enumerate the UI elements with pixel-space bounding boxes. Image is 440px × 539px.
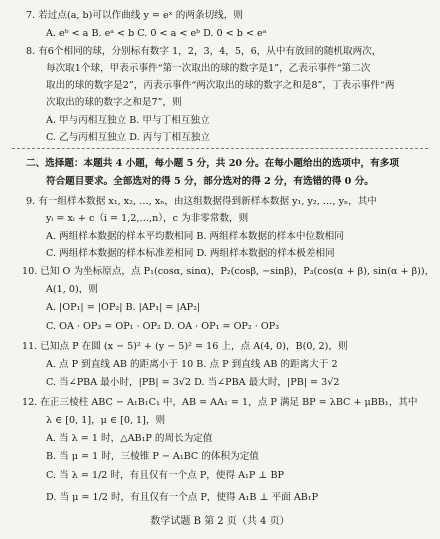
text-line-q8a: 8. 有6个相同的球，分别标有数字 1，2，3，4，5，6，从中有放回的随机取两次， [26,46,382,57]
text-line-q8c: 取出的球的数字是2”，丙表示事件“两次取出的球的数字之和是8”，丁表示事件“两 [46,80,395,91]
text-line-s2b: 符合题目要求。全部选对的得 5 分，部分选对的得 2 分，有选错的得 0 分。 [46,176,374,187]
text-line-q11a: 11. 已知点 P 在圆 (x − 5)² + (y − 5)² = 16 上，点 A(4, 0)，B(0, 2)，则 [22,341,348,352]
text-line-s2a: 二、选择题：本题共 4 小题，每小题 5 分，共 20 分。在每小题给出的选项中，有多项 [26,158,399,169]
text-line-q8o2: C. 乙与丙相互独立 D. 丙与丁相互独立 [46,132,210,143]
text-line-q12o4: D. 当 μ = 1/2 时，有且仅有一个点 P，使得 A₁B ⊥ 平面 AB₁P [46,492,319,503]
text-line-q10a: 10. 已知 O 为坐标原点，点 P₁(cosα, sinα)，P₂(cosβ, −sinβ)，P₃(cos(α + β), sin(α + β))， [22,266,435,277]
text-line-q8o1: A. 甲与丙相互独立 B. 甲与丁相互独立 [46,115,210,126]
section-divider [12,148,428,149]
text-line-q12o2: B. 当 μ = 1 时，三棱锥 P − A₁BC 的体积为定值 [46,451,259,462]
text-line-q10o2: C. OA · OP₃ = OP₁ · OP₂ D. OA · OP₁ = OP₂ · OP₃ [46,321,280,332]
text-line-q9a: 9. 有一组样本数据 x₁, x₂, …, xₙ，由这组数据得到新样本数据 y₁, y₂, …, yₙ，其中 [26,196,377,207]
text-line-q10o1: A. |OP₁| = |OP₂| B. |AP₁| = |AP₂| [46,302,201,313]
text-line-q12b: λ ∈ [0, 1]，μ ∈ [0, 1]，则 [46,415,166,426]
text-line-q7: 7. 若过点(a, b)可以作曲线 y = eˣ 的两条切线，则 [26,10,243,21]
text-line-q7o: A. eᵇ < a B. eᵃ < b C. 0 < a < eᵇ D. 0 < b < eᵃ [46,28,267,39]
text-line-q11o2: C. 当∠PBA 最小时，|PB| = 3√2 D. 当∠PBA 最大时，|PB| = 3√2 [46,377,340,388]
text-line-q8b: 每次取1个球，甲表示事件“第一次取出的球的数字是1”，乙表示事件“第二次 [46,63,371,74]
text-line-q11o1: A. 点 P 到直线 AB 的距离小于 10 B. 点 P 到直线 AB 的距离大于 2 [46,359,338,370]
text-line-q10b: A(1, 0)，则 [46,284,98,295]
text-line-q9o2: C. 两组样本数据的样本标准差相同 D. 两组样本数据的样本极差相同 [46,248,335,259]
text-line-q9o1: A. 两组样本数据的样本平均数相同 B. 两组样本数据的样本中位数相同 [46,231,344,242]
text-line-q9b: yᵢ = xᵢ + c（i = 1,2,…,n），c 为非零常数，则 [46,213,249,224]
text-line-q12a: 12. 在正三棱柱 ABC − A₁B₁C₁ 中，AB = AA₁ = 1，点 P 满足 BP = λBC + μBB₁，其中 [22,397,418,408]
page-footer: 数学试题 B 第 2 页（共 4 页） [150,516,290,527]
text-line-q12o3: C. 当 λ = 1/2 时，有且仅有一个点 P，使得 A₁P ⊥ BP [46,470,284,481]
text-line-q12o1: A. 当 λ = 1 时，△AB₁P 的周长为定值 [46,433,213,444]
text-line-q8d: 次取出的球的数字之和是7”，则 [46,97,182,108]
